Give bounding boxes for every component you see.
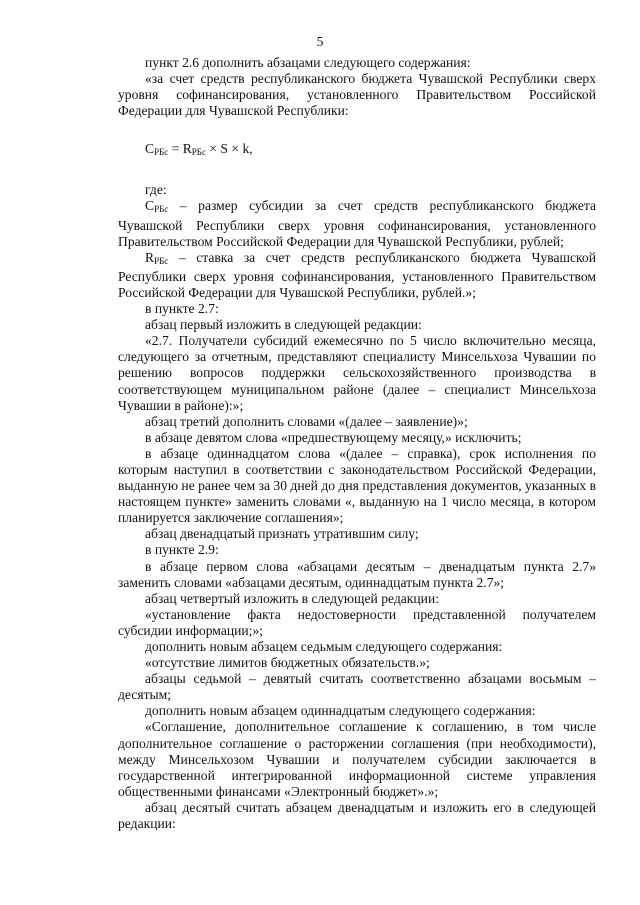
paragraph: в абзаце одиннадцатом слова «(далее – справка), срок исполнения по которым наступил в соответствии с законодательством Российской Федерации, выданную не ранее чем за 30 дней до дня представления документов, указанных в настоящем пункте» заменить словами «, выданную на 1 число месяца, в котором планируется заключение соглашения»; xyxy=(118,445,596,526)
definition-rate xyxy=(118,250,596,301)
paragraph: абзац двенадцатый признать утратившим силу; xyxy=(145,526,419,542)
formula-rate-subscript: РБс xyxy=(191,147,206,158)
definition-symbol: $R_{РБс}$ xyxy=(145,249,169,266)
paragraph: в пункте 2.7: xyxy=(145,301,219,317)
paragraph: абзац десятый считать абзацем двенадцатым и изложить его в следующей редакции: xyxy=(118,799,596,832)
paragraph: «2.7. Получатели субсидий ежемесячно по 5 число включительно месяца, следующего за отчетным, представляют специалисту Минсельхоза Чувашии по решению вопросов поддержки сельскохозяйственного производства в соответствующем муниципальном районе (далее – специалист Минсельхоза Чувашии в районе):»; xyxy=(118,333,596,413)
formula-rest: × S × k, xyxy=(205,141,253,157)
page-number: 5 xyxy=(316,34,324,49)
formula-rate-symbol: R xyxy=(182,141,192,157)
definition-subsidy xyxy=(118,198,596,249)
paragraph: в пункте 2.9: xyxy=(145,542,219,558)
paragraph: «отсутствие лимитов бюджетных обязательств.»; xyxy=(145,655,430,671)
formula xyxy=(118,141,596,160)
paragraph: дополнить новым абзацем седьмым следующего содержания: xyxy=(145,639,503,654)
paragraph: в абзаце девятом слова «предшествующему месяцу,» исключить; xyxy=(145,429,522,445)
formula-lhs-subscript: РБс xyxy=(154,147,169,158)
paragraph: «установление факта недостоверности представленной получателем субсидии информации;»; xyxy=(118,606,596,638)
definition-symbol: $C_{РБс}$ xyxy=(145,198,169,215)
paragraph: абзацы седьмой – девятый считать соответственно абзацами восьмым – десятым; xyxy=(118,671,596,703)
definition-text: – размер субсидии за счет средств республиканского бюджета Чувашской Республики сверх уровня софинансирования, установленного Правительством Российской Федерации для Чувашской Республики, рублей; xyxy=(118,198,596,249)
definition-text: – ставка за счет средств республиканского бюджета Чувашской Республики сверх уровня софинансирования, установленного Правительством Российской Федерации для Чувашской Республики, рублей.»; xyxy=(118,249,596,300)
paragraph: абзац первый изложить в следующей редакции: xyxy=(145,317,422,333)
document-body xyxy=(118,55,596,832)
paragraph: дополнить новым абзацем одиннадцатым следующего содержания: xyxy=(145,703,536,719)
formula-equals: = xyxy=(168,141,183,157)
paragraph: «за счет средств республиканского бюджета Чувашской Республики сверх уровня софинансирования, установленного Правительством Российской Федерации для Чувашской Республики: xyxy=(118,71,596,119)
formula-lhs: C xyxy=(145,141,155,157)
paragraph: абзац третий дополнить словами «(далее – заявление)»; xyxy=(145,413,468,429)
paragraph: пункт 2.6 дополнить абзацами следующего содержания: xyxy=(145,55,471,70)
where-label: где: xyxy=(145,182,167,198)
paragraph: абзац четвертый изложить в следующей редакции: xyxy=(145,590,440,606)
paragraph: в абзаце первом слова «абзацами десятым – двенадцатым пункта 2.7» заменить словами «абзацами десятым, одиннадцатым пункта 2.7»; xyxy=(118,558,596,590)
paragraph: «Соглашение, дополнительное соглашение к соглашению, в том числе дополнительное соглашение о расторжении соглашения (при необходимости), между Минсельхозом Чувашии и получателем субсидии заключается в государственной интегрированной информационной системе управления общественными финансами «Электронный бюджет».»; xyxy=(118,719,596,799)
